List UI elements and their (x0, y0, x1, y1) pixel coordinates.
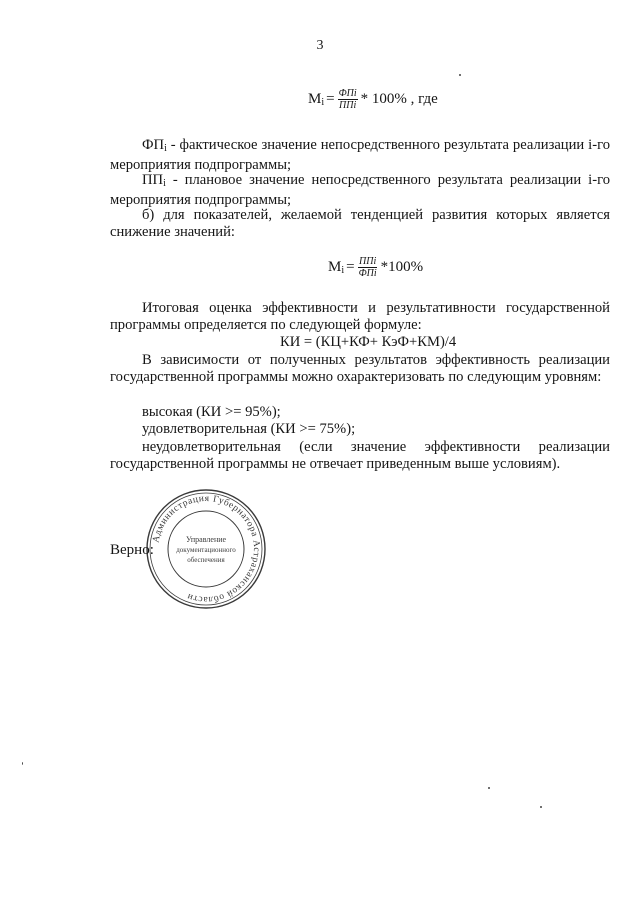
formula-efficiency (308, 88, 438, 111)
levels-intro: В зависимости от полученных результатов эффективность реализации государственной программы можно охарактеризовать по следующим уровням: (110, 352, 610, 386)
formula-eq: = (326, 91, 335, 107)
level-unsatisfactory: неудовлетворительная (если значение эффективности реализации государственной программы не отвечает приведенным выше условиям). (110, 439, 610, 473)
verno-label: Верно: (110, 542, 154, 558)
level-satisfactory: удовлетворительная (КИ >= 75%); (142, 421, 356, 437)
official-stamp (144, 487, 268, 611)
formula-inverse (328, 256, 423, 279)
scan-speck (22, 762, 23, 765)
definition-pp: $ПП_i$ - плановое значение непосредственного результата реализации i-го мероприятия подпрограммы; (110, 172, 610, 209)
level-high: высокая (КИ >= 95%); (142, 404, 281, 420)
formula-ki: КИ = (КЦ+КФ+ КэФ+КМ)/4 (280, 334, 457, 350)
formula-lhs: $M_i$ (308, 91, 325, 108)
fraction-numerator: ППi (359, 256, 377, 267)
page-number: 3 (316, 38, 324, 53)
formula-lhs: $M_i$ (328, 259, 345, 276)
formula-fraction (338, 88, 358, 111)
scan-speck (488, 787, 490, 789)
formula-rhs: *100% (380, 259, 424, 275)
item-b: б) для показателей, желаемой тенденцией развития которых является снижение значений: (110, 207, 610, 241)
formula-fraction (358, 256, 378, 279)
stamp-inner-line: Управление (185, 535, 227, 544)
stamp-inner-line: документационного (176, 546, 236, 554)
summary-paragraph: Итоговая оценка эффективности и результативности государственной программы определяется по следующей формуле: (110, 300, 610, 334)
definition-fp: $ФП_i$ - фактическое значение непосредственного результата реализации i-го мероприятия подпрограммы; (110, 137, 610, 174)
stamp-inner-line: обеспечения (187, 556, 225, 564)
scan-speck (540, 806, 542, 808)
formula-rhs: * 100% , где (360, 91, 438, 107)
fraction-denominator: ФПi (358, 268, 377, 279)
formula-eq: = (346, 259, 355, 275)
fraction-denominator: ППi (339, 100, 357, 111)
stamp-seal-graphic (144, 487, 268, 611)
stamp-outer-text: Администрация Губернатора Астраханской области (151, 493, 262, 605)
scan-speck (459, 74, 461, 76)
fraction-numerator: ФПi (338, 88, 357, 99)
